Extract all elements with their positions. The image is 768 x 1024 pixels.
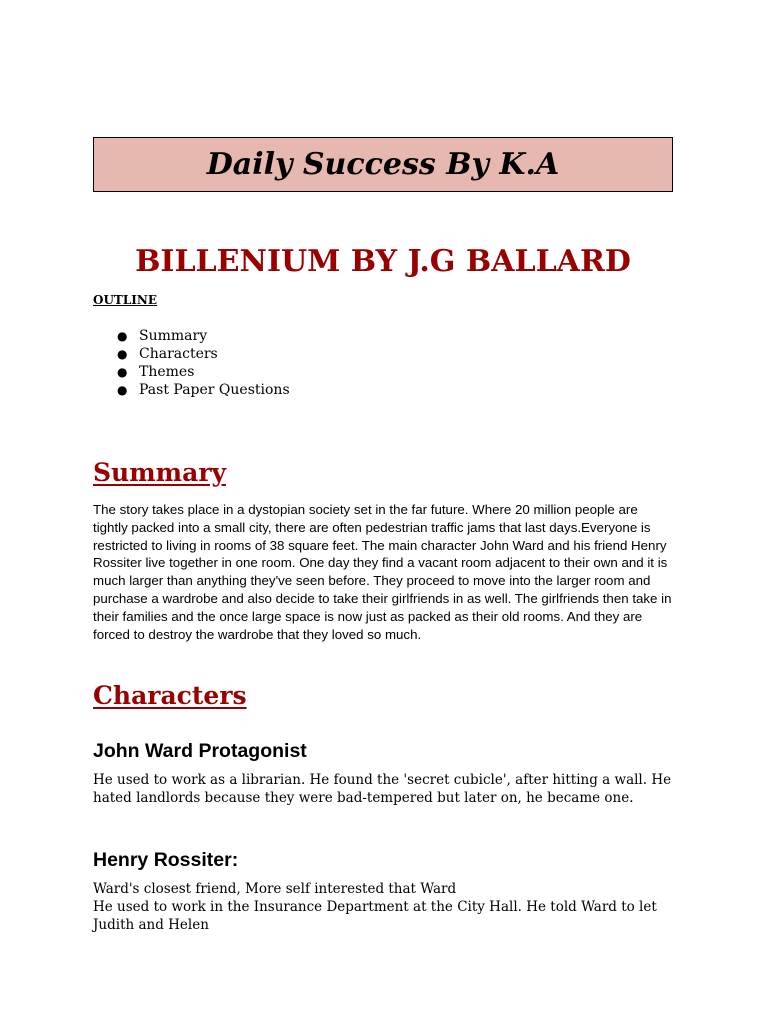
outline-item-label: Characters — [139, 346, 218, 362]
bullet-icon: ● — [117, 329, 128, 343]
outline-label: OUTLINE — [93, 293, 158, 307]
outline-item — [93, 363, 290, 381]
character-description-line: He used to work in the Insurance Department at the City Hall. He told Ward to let Judith and Helen — [93, 899, 657, 933]
summary-heading: Summary — [93, 458, 227, 487]
characters-heading: Characters — [93, 681, 247, 710]
summary-paragraph: The story takes place in a dystopian society set in the far future. Where 20 million people are tightly packed into a small city, there are often pedestrian traffic jams that last days.Everyone is restricted to living in rooms of 38 square feet. The main character John Ward and his friend Henry Rossiter live together in one room. One day they find a vacant room adjacent to their own and it is much larger than anything they've seen before. They proceed to move into the larger room and purchase a wardrobe and also decide to take their girlfriends in as well. The girlfriends then take in their families and the once large space is now just as packed as their old rooms. And they are forced to destroy the wardrobe that they loved so much. — [93, 502, 672, 642]
bullet-icon: ● — [117, 383, 128, 397]
character-description-john-ward — [93, 771, 675, 807]
bullet-icon: ● — [117, 347, 128, 361]
character-name-henry-rossiter: Henry Rossiter: — [93, 849, 239, 871]
character-description-henry-rossiter — [93, 880, 675, 934]
outline-item — [93, 345, 290, 363]
banner-title: Daily Success By K.A — [206, 147, 560, 182]
outline-item — [93, 381, 290, 399]
outline-list — [93, 327, 290, 399]
outline-item — [93, 327, 290, 345]
character-description-line: Ward's closest friend, More self interested that Ward — [93, 881, 457, 897]
character-name-john-ward: John Ward Protagonist — [93, 740, 307, 762]
outline-item-label: Summary — [139, 328, 208, 344]
document-title: BILLENIUM BY J.G BALLARD — [135, 244, 631, 279]
outline-item-label: Past Paper Questions — [139, 382, 290, 398]
character-description-line: He used to work as a librarian. He found the 'secret cubicle', after hitting a wall. He hated landlords because they were bad-tempered but later on, he became one. — [93, 772, 672, 806]
header-banner — [93, 137, 673, 192]
bullet-icon: ● — [117, 365, 128, 379]
outline-item-label: Themes — [139, 364, 195, 380]
